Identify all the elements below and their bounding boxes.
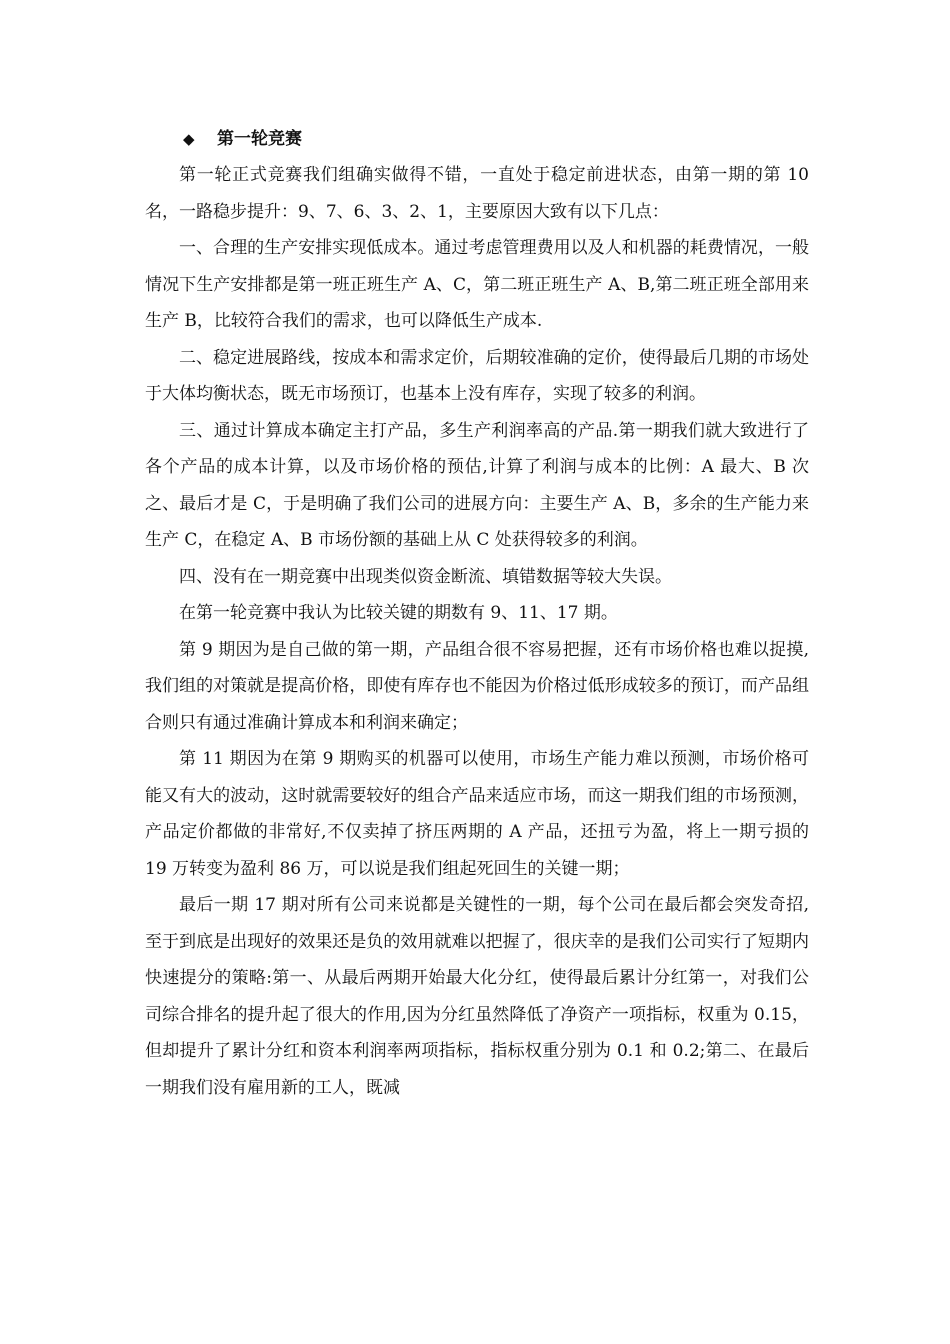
paragraph-point-4: 四、没有在一期竞赛中出现类似资金断流、填错数据等较大失误。 bbox=[179, 566, 672, 587]
paragraph-period-17: 最后一期 17 期对所有公司来说都是关键性的一期，每个公司在最后都会突发奇招,至于到底是出现好的效果还是负的效用就难以把握了，很庆幸的是我们公司实行了短期内快速提分的策略:第一、从最后两期开始最大化分红，使得最后累计分红第一，对我们公司综合排名的提升起了很大的作用,因为分红虽然降低了净资产一项指标，权重为 0.15，但却提升了累计分红和资本利润率两项指标，指标权重分别为 0.1 和 0.2;第二、在最后一期我们没有雇用新的工人，既减 bbox=[145, 895, 809, 1098]
paragraph-point-3: 三、通过计算成本确定主打产品，多生产利润率高的产品.第一期我们就大致进行了各个产品的成本计算，以及市场价格的预估,计算了利润与成本的比例：A 最大、B 次之、最后才是 C，于是明确了我们公司的进展方向：主要生产 A、B，多余的生产能力来生产 C，在稳定 A、B 市场份额的基础上从 C 处获得较多的利润。 bbox=[145, 420, 809, 550]
paragraph-intro: 第一轮正式竞赛我们组确实做得不错，一直处于稳定前进状态，由第一期的第 10 名，一路稳步提升：9、7、6、3、2、1，主要原因大致有以下几点： bbox=[145, 165, 809, 222]
paragraph-point-1: 一、合理的生产安排实现低成本。通过考虑管理费用以及人和机器的耗费情况，一般情况下生产安排都是第一班正班生产 A、C，第二班正班生产 A、B,第二班正班全部用来生产 B，比较符合我们的需求，也可以降低生产成本. bbox=[145, 238, 809, 331]
document-body bbox=[145, 121, 809, 1106]
diamond-bullet-icon: ◆ bbox=[183, 129, 195, 148]
section-title: 第一轮竞赛 bbox=[217, 128, 302, 149]
paragraph-period-11: 第 11 期因为在第 9 期购买的机器可以使用，市场生产能力难以预测，市场价格可能又有大的波动，这时就需要较好的组合产品来适应市场，而这一期我们组的市场预测，产品定价都做的非常好,不仅卖掉了挤压两期的 A 产品，还扭亏为盈，将上一期亏损的 19 万转变为盈利 86 万，可以说是我们组起死回生的关键一期； bbox=[145, 749, 809, 879]
section-heading bbox=[183, 121, 809, 157]
paragraph-period-9: 第 9 期因为是自己做的第一期，产品组合很不容易把握，还有市场价格也难以捉摸,我们组的对策就是提高价格，即使有库存也不能因为价格过低形成较多的预订，而产品组合则只有通过准确计算成本和利润来确定； bbox=[145, 639, 809, 733]
paragraph-point-2: 二、稳定进展路线，按成本和需求定价，后期较准确的定价，使得最后几期的市场处于大体均衡状态，既无市场预订，也基本上没有库存，实现了较多的利润。 bbox=[145, 347, 809, 404]
paragraph-key-periods: 在第一轮竞赛中我认为比较关键的期数有 9、11、17 期。 bbox=[179, 603, 618, 623]
